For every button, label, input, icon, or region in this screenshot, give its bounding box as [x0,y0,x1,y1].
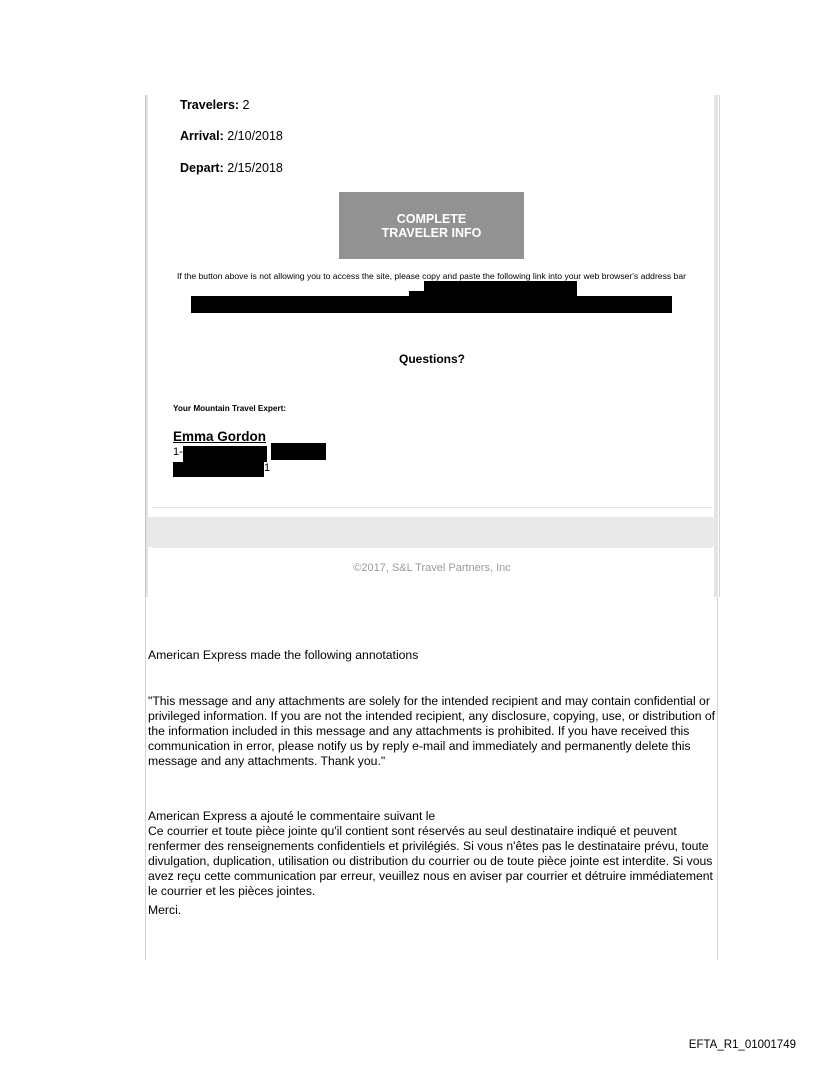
depart-row [180,161,283,175]
travelers-value: 2 [239,98,250,112]
expert-phone-prefix: 1- [173,446,183,458]
redacted-phone [183,446,267,462]
french-closing: Merci. [148,903,182,917]
outer-rule-left [145,597,146,960]
english-disclaimer: "This message and any attachments are solely for the intended recipient and may contain confidential or privileged information. If you are not the intended recipient, any disclosure, copying, use, or distribution of the information included in this message and any attachments is prohibited. If you have received this communication in error, please notify us by reply e-mail and immediately and permanently delete this message and any attachments. Thank you." [148,694,716,768]
travelers-row [180,98,250,112]
complete-traveler-info-label: COMPLETE TRAVELER INFO [381,211,482,240]
depart-value: 2/15/2018 [223,161,283,175]
redaction-box [271,443,326,460]
arrival-label: Arrival: [180,129,224,143]
expert-contact-tail: 1 [264,462,271,474]
annotations-heading: American Express made the following annotations [148,648,419,662]
french-annotation-heading: American Express a ajouté le commentaire suivant le [148,809,436,823]
questions-heading: Questions? [398,352,465,366]
bates-number: EFTA_R1_01001749 [688,1039,796,1051]
redacted-link [191,296,672,313]
redacted-email [173,462,264,477]
expert-label: Your Mountain Travel Expert: [173,404,287,413]
complete-traveler-info-button[interactable] [339,192,524,259]
travelers-label: Travelers: [180,98,240,112]
arrival-row [180,129,283,143]
depart-label: Depart: [180,161,224,175]
french-disclaimer: Ce courrier et toute pièce jointe qu'il contient sont réservés au seul destinataire indiqué et peuvent renfermer des renseignements confidentiels et privilégiés. Si vous n'êtes pas le destinataire prévu, toute divulgation, duplication, utilisation ou distribution du courrier ou de toute pièce jointe est interdite. Si vous avez reçu cette communication par erreur, veuillez nous en aviser par courrier et détruire immédiatement le courrier et les pièces jointes. [148,824,713,898]
expert-name-link[interactable]: Emma Gordon [173,429,267,444]
separator-band [148,517,716,547]
outer-rule-right [717,597,718,960]
copyright-text: ©2017, S&L Travel Partners, Inc [353,562,511,574]
fallback-link-note: If the button above is not allowing you to access the site, please copy and paste the following link into your web browser's address bar [177,271,686,281]
arrival-value: 2/10/2018 [223,129,283,143]
